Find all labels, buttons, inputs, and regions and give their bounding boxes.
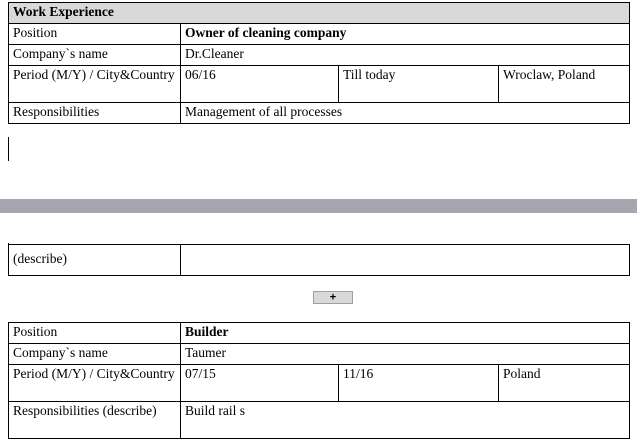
- table-row: [9, 344, 630, 365]
- plus-icon: +: [329, 291, 337, 303]
- table-edge-stub: [8, 137, 9, 161]
- table-row: [9, 245, 630, 276]
- table-row: [9, 45, 630, 66]
- describe-value[interactable]: [181, 245, 630, 276]
- work-experience-table-fragment: [8, 244, 630, 276]
- describe-label: (describe): [9, 245, 181, 276]
- work-experience-table-2: [8, 322, 630, 439]
- company-name-label: Company`s name: [9, 344, 181, 365]
- work-experience-section: [8, 2, 629, 124]
- position-value[interactable]: Owner of cleaning company: [181, 24, 630, 45]
- company-name-label: Company`s name: [9, 45, 181, 66]
- table-row: [9, 66, 630, 103]
- company-name-value[interactable]: Dr.Cleaner: [181, 45, 630, 66]
- period-place-value[interactable]: Poland: [499, 365, 630, 402]
- table-row: [9, 103, 630, 124]
- period-from-value[interactable]: 07/15: [181, 365, 339, 402]
- work-experience-section-2: [8, 322, 629, 439]
- work-experience-table-1: [8, 2, 630, 124]
- period-to-value[interactable]: 11/16: [339, 365, 499, 402]
- responsibilities-value[interactable]: Management of all processes: [181, 103, 630, 124]
- period-from-value[interactable]: 06/16: [181, 66, 339, 103]
- add-row-button[interactable]: [313, 291, 353, 304]
- position-label: Position: [9, 24, 181, 45]
- page-separator-band: [0, 199, 637, 213]
- period-label: Period (M/Y) / City&Country: [9, 66, 181, 103]
- table-row: [9, 3, 630, 24]
- position-label: Position: [9, 323, 181, 344]
- section-title: Work Experience: [9, 3, 630, 24]
- responsibilities-label: Responsibilities (describe): [9, 402, 181, 439]
- work-experience-fragment: [8, 244, 629, 276]
- table-row: [9, 24, 630, 45]
- responsibilities-label: Responsibilities: [9, 103, 181, 124]
- table-row: [9, 402, 630, 439]
- company-name-value[interactable]: Taumer: [181, 344, 630, 365]
- table-row: [9, 365, 630, 402]
- period-to-value[interactable]: Till today: [339, 66, 499, 103]
- responsibilities-value[interactable]: Build rail s: [181, 402, 630, 439]
- period-label: Period (M/Y) / City&Country: [9, 365, 181, 402]
- table-row: [9, 323, 630, 344]
- position-value[interactable]: Builder: [181, 323, 630, 344]
- period-place-value[interactable]: Wroclaw, Poland: [499, 66, 630, 103]
